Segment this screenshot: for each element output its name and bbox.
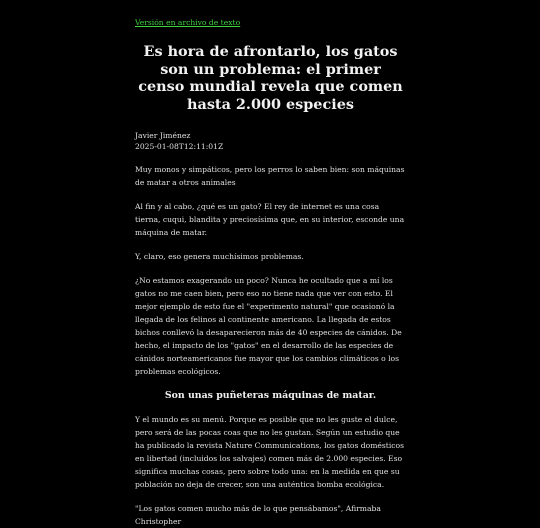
author-name: Javier Jiménez — [135, 131, 191, 141]
article-paragraph: "Los gatos comen mucho más de lo que pensábamos", Afirmaba Christopher — [135, 504, 381, 527]
article-page — [135, 10, 406, 528]
article-paragraph: Y, claro, eso genera muchísimos problemas. — [135, 252, 304, 262]
article-paragraph: Al fin y al cabo, ¿qué es un gato? El rey de internet es una cosa tierna, cuqui, blandita y preciosísima que, en su interior, esconde una máquina de matar. — [135, 202, 405, 238]
text-version-link[interactable]: Versión en archivo de texto — [135, 18, 241, 27]
article-paragraph: Y el mundo es su menú. Porque es posible que no les guste el dulce, pero será de las pocas coas que no les gustan. Según un estudio que ha publicado la revista Nature Communications, los gatos domésticos en libertad (incluidos los salvajes) comen más de 2.000 especies. Eso significa muchas cosas, pero sobre todo una: en la medida en que su población no deja de crecer, son una auténtica bomba ecológica. — [135, 415, 404, 490]
article-title: Es hora de afrontarlo, los gatos son un problema: el primer censo mundial revela que comen hasta 2.000 especies — [138, 43, 403, 113]
article-paragraph: ¿No estamos exagerando un poco? Nunca he ocultado que a mí los gatos no me caen bien, pero eso no tiene nada que ver con esto. El mejor ejemplo de esto fue el "experimento natural" que ocasionó la llegada de los felinos al continente americano. La llegada de estos bichos conllevó la desaparecieron más de 40 especies de cánidos. De hecho, el impacto de los "gatos" en el desarrollo de las especies de cánidos norteamericanos fue mayor que los cambios climáticos o los problemas ecológicos. — [135, 276, 402, 377]
publish-date: 2025-01-08T12:11:01Z — [135, 142, 224, 152]
section-heading: Son unas puñeteras máquinas de matar. — [164, 390, 377, 402]
article-paragraph: Muy monos y simpáticos, pero los perros lo saben bien: son máquinas de matar a otros animales — [135, 165, 405, 188]
byline — [135, 130, 406, 152]
